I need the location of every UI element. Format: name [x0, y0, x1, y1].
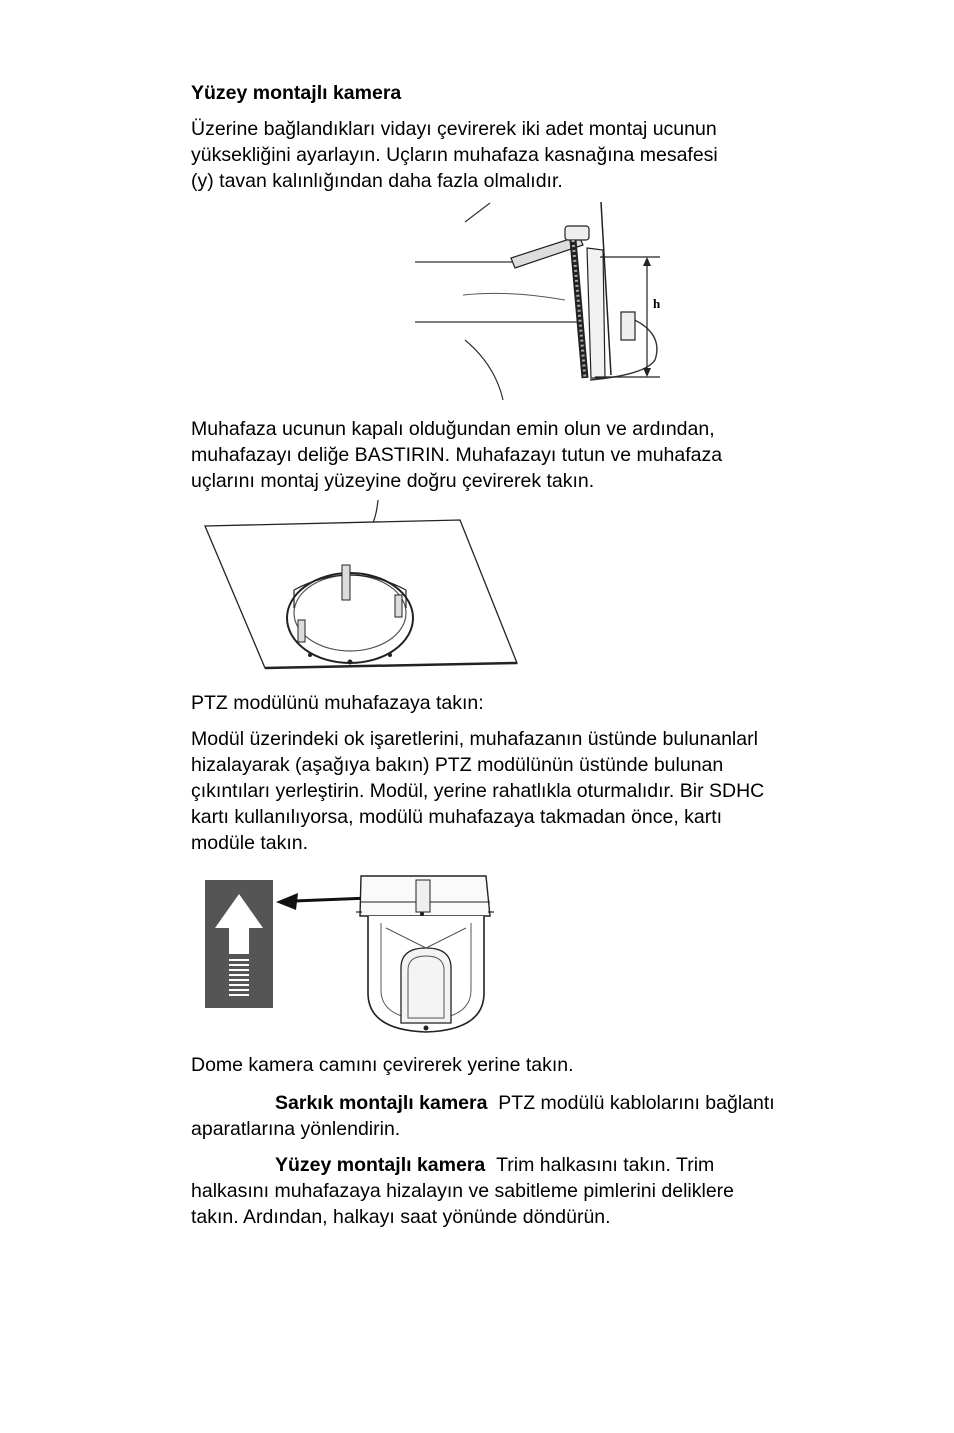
- section-press-housing: [191, 416, 871, 494]
- surface-paragraph: [191, 1152, 871, 1178]
- paragraph-line: aparatlarına yönlendirin.: [191, 1118, 401, 1140]
- section-dome-glass: [191, 1052, 871, 1230]
- pendant-paragraph: [191, 1090, 871, 1116]
- paragraph-line: (y) tavan kalınlığından daha fazla olmalıdır.: [191, 170, 563, 192]
- paragraph-line: Modül üzerindeki ok işaretlerini, muhafazanın üstünde bulunanlarl: [191, 728, 758, 750]
- paragraph-line: modüle takın.: [191, 832, 309, 854]
- pendant-label: Sarkık montajlı kamera: [275, 1092, 488, 1114]
- ptz-module-figure: [276, 868, 506, 1038]
- paragraph-line: halkasını muhafazaya hizalayın ve sabitleme pimlerini deliklere: [191, 1180, 735, 1202]
- housing-ceiling-figure: [200, 500, 520, 675]
- paragraph-line: takın. Ardından, halkayı saat yönünde döndürün.: [191, 1206, 611, 1228]
- paragraph-line: Üzerine bağlandıkları vidayı çevirerek iki adet montaj ucunun: [191, 118, 717, 140]
- mounting-claw-figure: [415, 200, 675, 400]
- paragraph-line: Dome kamera camını çevirerek yerine takın.: [191, 1054, 574, 1076]
- pendant-text: PTZ modülü kablolarını bağlantı: [498, 1092, 775, 1114]
- paragraph-line: uçlarını montaj yüzeyine doğru çevirerek takın.: [191, 470, 595, 492]
- paragraph-line: kartı kullanılıyorsa, modülü muhafazaya takmadan önce, kartı: [191, 806, 723, 828]
- section-surface-mount: [191, 80, 871, 194]
- section-heading: Yüzey montajlı kamera: [191, 82, 402, 104]
- surface-text: Trim halkasını takın. Trim: [496, 1154, 715, 1176]
- paragraph-line: Muhafaza ucunun kapalı olduğundan emin olun ve ardından,: [191, 418, 715, 440]
- section-ptz-module: [191, 690, 871, 856]
- section-title: PTZ modülünü muhafazaya takın:: [191, 692, 484, 714]
- height-label: h: [653, 296, 661, 311]
- surface-label: Yüzey montajlı kamera: [275, 1154, 486, 1176]
- paragraph-line: hizalayarak (aşağıya bakın) PTZ modülünün üstünde bulunan: [191, 754, 724, 776]
- paragraph-line: çıkıntıları yerleştirin. Modül, yerine rahatlıkla oturmalıdır. Bir SDHC: [191, 780, 765, 802]
- arrow-marker-figure: [205, 880, 275, 1010]
- paragraph-line: yüksekliğini ayarlayın. Uçların muhafaza kasnağına mesafesi: [191, 144, 718, 166]
- paragraph-line: muhafazayı deliğe BASTIRIN. Muhafazayı tutun ve muhafaza: [191, 444, 723, 466]
